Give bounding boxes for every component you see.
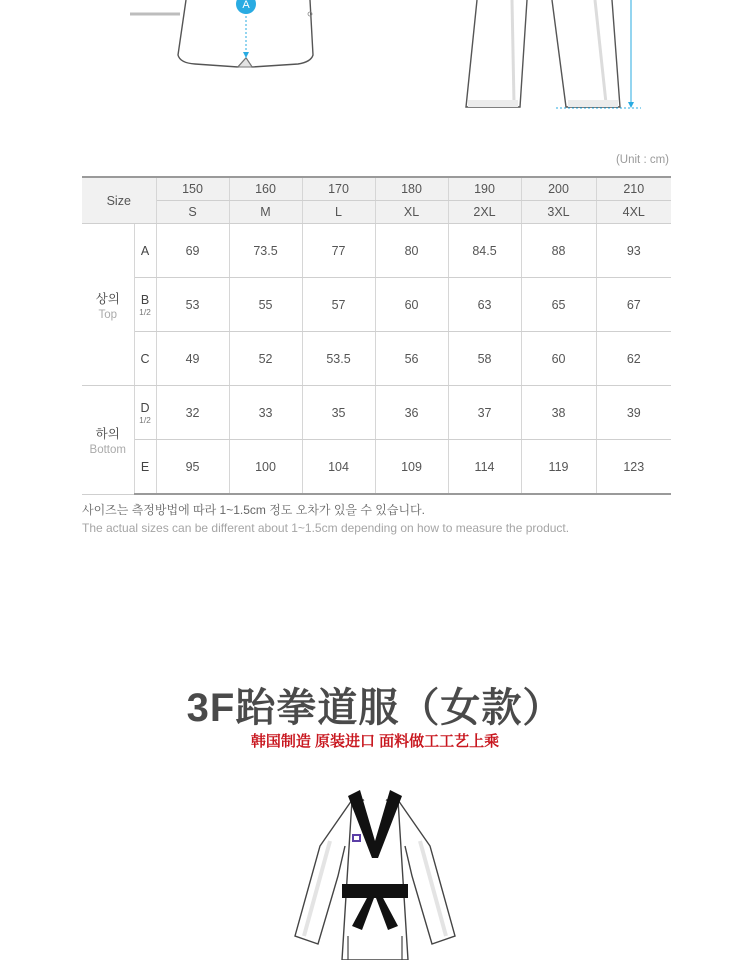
measurement-value-cell: 114 bbox=[448, 440, 521, 495]
size-chart-table bbox=[82, 176, 671, 495]
size-measurement-illustration bbox=[0, 0, 750, 130]
table-row bbox=[82, 386, 671, 440]
measurement-value-cell: 60 bbox=[521, 332, 596, 386]
measurement-letter-cell bbox=[134, 278, 156, 332]
size-number-cell: 180 bbox=[375, 177, 448, 201]
measurement-half-note: 1/2 bbox=[139, 414, 151, 425]
belt bbox=[342, 884, 408, 898]
product-title: 3F跆拳道服（女款） bbox=[186, 686, 564, 730]
measurement-value-cell: 73.5 bbox=[229, 224, 302, 278]
size-letter-cell: XL bbox=[375, 201, 448, 224]
table-row bbox=[82, 278, 671, 332]
top-group-label bbox=[82, 224, 134, 386]
measurement-letter-cell bbox=[134, 440, 156, 495]
size-letter-cell: L bbox=[302, 201, 375, 224]
measurement-value-cell: 80 bbox=[375, 224, 448, 278]
measurement-letter-cell bbox=[134, 224, 156, 278]
measurement-value-cell: 95 bbox=[156, 440, 229, 495]
measurement-half-note: 1/2 bbox=[139, 306, 151, 317]
group-label-english: Bottom bbox=[89, 443, 126, 456]
measurement-value-cell: 104 bbox=[302, 440, 375, 495]
table-row bbox=[82, 440, 671, 495]
table-header-row-letters bbox=[82, 201, 671, 224]
measurement-value-cell: 84.5 bbox=[448, 224, 521, 278]
measurement-value-cell: 62 bbox=[596, 332, 671, 386]
size-number-cell: 150 bbox=[156, 177, 229, 201]
size-header-cell: Size bbox=[82, 177, 156, 224]
size-letter-cell: 2XL bbox=[448, 201, 521, 224]
measurement-value-cell: 32 bbox=[156, 386, 229, 440]
measurement-letter: C bbox=[140, 351, 150, 366]
pants-left-leg bbox=[466, 0, 527, 107]
measurement-note-english: The actual sizes can be different about 1~1.5cm depending on how to measure the product. bbox=[82, 521, 570, 535]
measurement-value-cell: 37 bbox=[448, 386, 521, 440]
size-number-cell: 160 bbox=[229, 177, 302, 201]
size-number-cell: 200 bbox=[521, 177, 596, 201]
measurement-value-cell: 56 bbox=[375, 332, 448, 386]
measurement-value-cell: 67 bbox=[596, 278, 671, 332]
measurement-value-cell: 35 bbox=[302, 386, 375, 440]
measurement-value-cell: 38 bbox=[521, 386, 596, 440]
table-row bbox=[82, 224, 671, 278]
size-letter-cell: 3XL bbox=[521, 201, 596, 224]
product-subtitle: 韩国制造 原装进口 面料做工工艺上乘 bbox=[250, 733, 500, 750]
measurement-letter-cell bbox=[134, 332, 156, 386]
measurement-value-cell: 33 bbox=[229, 386, 302, 440]
size-letter-cell: M bbox=[229, 201, 302, 224]
measurement-value-cell: 63 bbox=[448, 278, 521, 332]
size-number-cell: 170 bbox=[302, 177, 375, 201]
measurement-value-cell: 123 bbox=[596, 440, 671, 495]
pants-right-leg bbox=[552, 0, 620, 107]
table-header-row-numbers bbox=[82, 177, 671, 201]
marker-a-label: A bbox=[242, 0, 250, 11]
size-letter-cell: 4XL bbox=[596, 201, 671, 224]
table-row bbox=[82, 332, 671, 386]
measurement-letter: A bbox=[140, 243, 150, 258]
size-number-cell: 210 bbox=[596, 177, 671, 201]
group-label-korean: 상의 bbox=[95, 291, 120, 306]
measurement-value-cell: 53.5 bbox=[302, 332, 375, 386]
measurement-value-cell: 93 bbox=[596, 224, 671, 278]
group-label-english: Top bbox=[98, 308, 118, 321]
size-number-cell: 190 bbox=[448, 177, 521, 201]
measurement-letter: D bbox=[140, 400, 150, 415]
measurement-letter: B bbox=[140, 292, 150, 307]
measurement-value-cell: 39 bbox=[596, 386, 671, 440]
unit-label: (Unit : cm) bbox=[615, 154, 669, 166]
bottom-group-label bbox=[82, 386, 134, 495]
measurement-value-cell: 49 bbox=[156, 332, 229, 386]
measurement-letter-cell bbox=[134, 386, 156, 440]
group-label-korean: 하의 bbox=[95, 426, 120, 441]
measurement-value-cell: 100 bbox=[229, 440, 302, 495]
measurement-value-cell: 119 bbox=[521, 440, 596, 495]
measurement-value-cell: 55 bbox=[229, 278, 302, 332]
measurement-value-cell: 65 bbox=[521, 278, 596, 332]
measurement-value-cell: 53 bbox=[156, 278, 229, 332]
taekwondo-uniform-illustration bbox=[290, 786, 460, 960]
measurement-value-cell: 69 bbox=[156, 224, 229, 278]
measurement-value-cell: 57 bbox=[302, 278, 375, 332]
measurement-value-cell: 36 bbox=[375, 386, 448, 440]
measurement-value-cell: 109 bbox=[375, 440, 448, 495]
measurement-value-cell: 77 bbox=[302, 224, 375, 278]
measurement-value-cell: 60 bbox=[375, 278, 448, 332]
measurement-value-cell: 58 bbox=[448, 332, 521, 386]
size-letter-cell: S bbox=[156, 201, 229, 224]
measurement-note-korean: 사이즈는 측정방법에 따라 1~1.5cm 정도 오차가 있을 수 있습니다. bbox=[82, 503, 425, 517]
measurement-letter: E bbox=[140, 459, 150, 474]
measurement-value-cell: 88 bbox=[521, 224, 596, 278]
measurement-value-cell: 52 bbox=[229, 332, 302, 386]
